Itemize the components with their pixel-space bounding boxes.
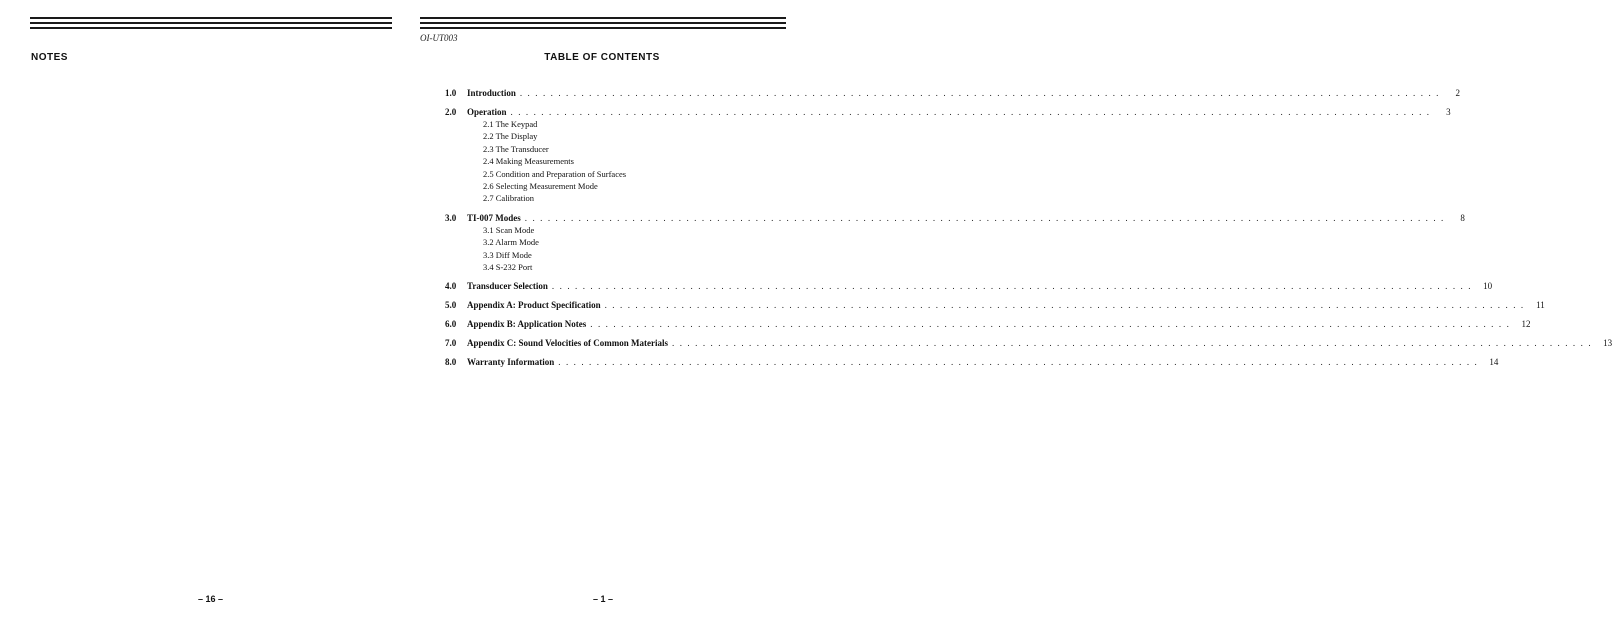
toc-heading: TABLE OF CONTENTS [544, 52, 660, 63]
toc-entry-row[interactable] [445, 337, 1612, 349]
toc-page-number: 8 [1460, 212, 1465, 223]
right-page [404, 0, 1612, 621]
toc-entry-row[interactable] [445, 87, 1461, 99]
toc-section-number: 5.0 [445, 300, 457, 311]
toc-entry[interactable] [445, 280, 1493, 292]
right-page-number: – 1 – [593, 594, 614, 604]
toc-subsection-list [483, 118, 775, 205]
left-page-number: – 16 – [198, 594, 224, 604]
toc-subsection[interactable]: 2.6 Selecting Measurement Mode [483, 180, 598, 191]
toc-entry-row[interactable] [445, 356, 1499, 368]
toc-entry[interactable] [445, 299, 1545, 311]
toc-page-number: 10 [1483, 281, 1493, 292]
toc-entry-row[interactable] [445, 299, 1545, 311]
toc-dot-leader: . . . . . . . . . . . . . . . . . . . . . . . . . . . . . . . . . . . . . . . . . . . . . . . . . . . . . . . . . . . . . . . . . . . . . . . . . . . . . . . . . . . . . . . . . . . . . . . . . . . . . . . . . . . . . . . . . . . . . . . . [524, 212, 1445, 223]
toc-dot-leader: . . . . . . . . . . . . . . . . . . . . . . . . . . . . . . . . . . . . . . . . . . . . . . . . . . . . . . . . . . . . . . . . . . . . . . . . . . . . . . . . . . . . . . . . . . . . . . . . . . . . . . . . . . . . . . . . . . . . . . . . [510, 107, 1431, 117]
toc-subsection[interactable]: 2.3 The Transducer [483, 143, 549, 154]
toc-section-number: 4.0 [445, 281, 457, 292]
toc-dot-leader: . . . . . . . . . . . . . . . . . . . . . . . . . . . . . . . . . . . . . . . . . . . . . . . . . . . . . . . . . . . . . . . . . . . . . . . . . . . . . . . . . . . . . . . . . . . . . . . . . . . . . . . . . . . . . . . . . . . . . . . . [551, 281, 1473, 292]
toc-entry-row[interactable] [445, 280, 1493, 292]
toc-subsection[interactable]: 2.2 The Display [483, 131, 538, 142]
header-rule [30, 22, 392, 24]
toc-entry[interactable] [445, 337, 1612, 349]
toc-dot-leader: . . . . . . . . . . . . . . . . . . . . . . . . . . . . . . . . . . . . . . . . . . . . . . . . . . . . . . . . . . . . . . . . . . . . . . . . . . . . . . . . . . . . . . . . . . . . . . . . . . . . . . . . . . . . . . . . . . . . . . . . [672, 338, 1593, 349]
header-rule [420, 17, 786, 19]
toc-section-number: 7.0 [445, 338, 457, 349]
toc-subsection[interactable]: 3.4 S-232 Port [483, 261, 533, 272]
header-rule [30, 17, 392, 19]
toc-dot-leader: . . . . . . . . . . . . . . . . . . . . . . . . . . . . . . . . . . . . . . . . . . . . . . . . . . . . . . . . . . . . . . . . . . . . . . . . . . . . . . . . . . . . . . . . . . . . . . . . . . . . . . . . . . . . . . . . . . . . . . . . [558, 357, 1479, 368]
left-page [0, 0, 404, 621]
toc-subsection[interactable]: 2.5 Condition and Preparation of Surfaces [483, 168, 627, 179]
toc-section-title[interactable]: Appendix C: Sound Velocities of Common Materials [467, 338, 669, 349]
header-rules [420, 17, 786, 32]
toc-section-title[interactable]: Introduction [467, 88, 516, 98]
toc-page-number: 12 [1521, 319, 1531, 330]
toc-section-title[interactable]: Transducer Selection [467, 281, 548, 292]
toc-section-title[interactable]: Warranty Information [467, 357, 555, 368]
toc-dot-leader: . . . . . . . . . . . . . . . . . . . . . . . . . . . . . . . . . . . . . . . . . . . . . . . . . . . . . . . . . . . . . . . . . . . . . . . . . . . . . . . . . . . . . . . . . . . . . . . . . . . . . . . . . . . . . . . . . . . . . . . . [519, 88, 1441, 98]
toc-subsection[interactable]: 3.3 Diff Mode [483, 249, 532, 260]
toc-page-number: 11 [1536, 300, 1545, 311]
toc-section-number: 3.0 [445, 212, 457, 223]
header-rule [420, 27, 786, 29]
toc-dot-leader: . . . . . . . . . . . . . . . . . . . . . . . . . . . . . . . . . . . . . . . . . . . . . . . . . . . . . . . . . . . . . . . . . . . . . . . . . . . . . . . . . . . . . . . . . . . . . . . . . . . . . . . . . . . . . . . . . . . . . . . . [604, 300, 1525, 311]
toc-subsection[interactable]: 2.1 The Keypad [483, 119, 538, 129]
toc-entry[interactable] [445, 318, 1531, 330]
toc-entry-row[interactable] [445, 106, 1451, 118]
document-code: OI-UT003 [420, 33, 458, 43]
toc-subsection[interactable]: 2.7 Calibration [483, 193, 534, 204]
toc-entry[interactable] [445, 87, 1461, 99]
toc-entry[interactable] [445, 356, 1499, 368]
toc-subsection[interactable]: 3.2 Alarm Mode [483, 237, 539, 248]
toc-section-title[interactable]: Appendix A: Product Specification [467, 300, 601, 311]
toc-dot-leader: . . . . . . . . . . . . . . . . . . . . . . . . . . . . . . . . . . . . . . . . . . . . . . . . . . . . . . . . . . . . . . . . . . . . . . . . . . . . . . . . . . . . . . . . . . . . . . . . . . . . . . . . . . . . . . . . . . . . . . . . [590, 319, 1511, 330]
table-of-contents [445, 87, 1612, 375]
toc-section-number: 6.0 [445, 319, 457, 330]
toc-section-number: 1.0 [445, 88, 457, 98]
toc-section-title[interactable]: Appendix B: Application Notes [467, 319, 587, 330]
notes-heading: NOTES [31, 52, 68, 63]
toc-page-number: 13 [1603, 338, 1612, 349]
header-rule [420, 22, 786, 24]
toc-section-number: 8.0 [445, 357, 457, 368]
toc-section-title[interactable]: TI-007 Modes [467, 212, 521, 223]
toc-page-number: 3 [1446, 107, 1451, 117]
toc-page-number: 2 [1455, 88, 1461, 98]
toc-entry-row[interactable] [445, 212, 1465, 224]
toc-page-number: 14 [1489, 357, 1499, 368]
toc-subsection-list [483, 224, 775, 274]
header-rules [30, 17, 392, 32]
toc-entry-row[interactable] [445, 318, 1531, 330]
toc-section-number: 2.0 [445, 107, 457, 117]
toc-subsection[interactable]: 3.1 Scan Mode [483, 224, 535, 235]
header-rule [30, 27, 392, 29]
toc-entry[interactable] [445, 212, 1465, 274]
toc-entry[interactable] [445, 106, 1451, 205]
toc-subsection[interactable]: 2.4 Making Measurements [483, 156, 574, 167]
toc-section-title[interactable]: Operation [467, 107, 507, 117]
